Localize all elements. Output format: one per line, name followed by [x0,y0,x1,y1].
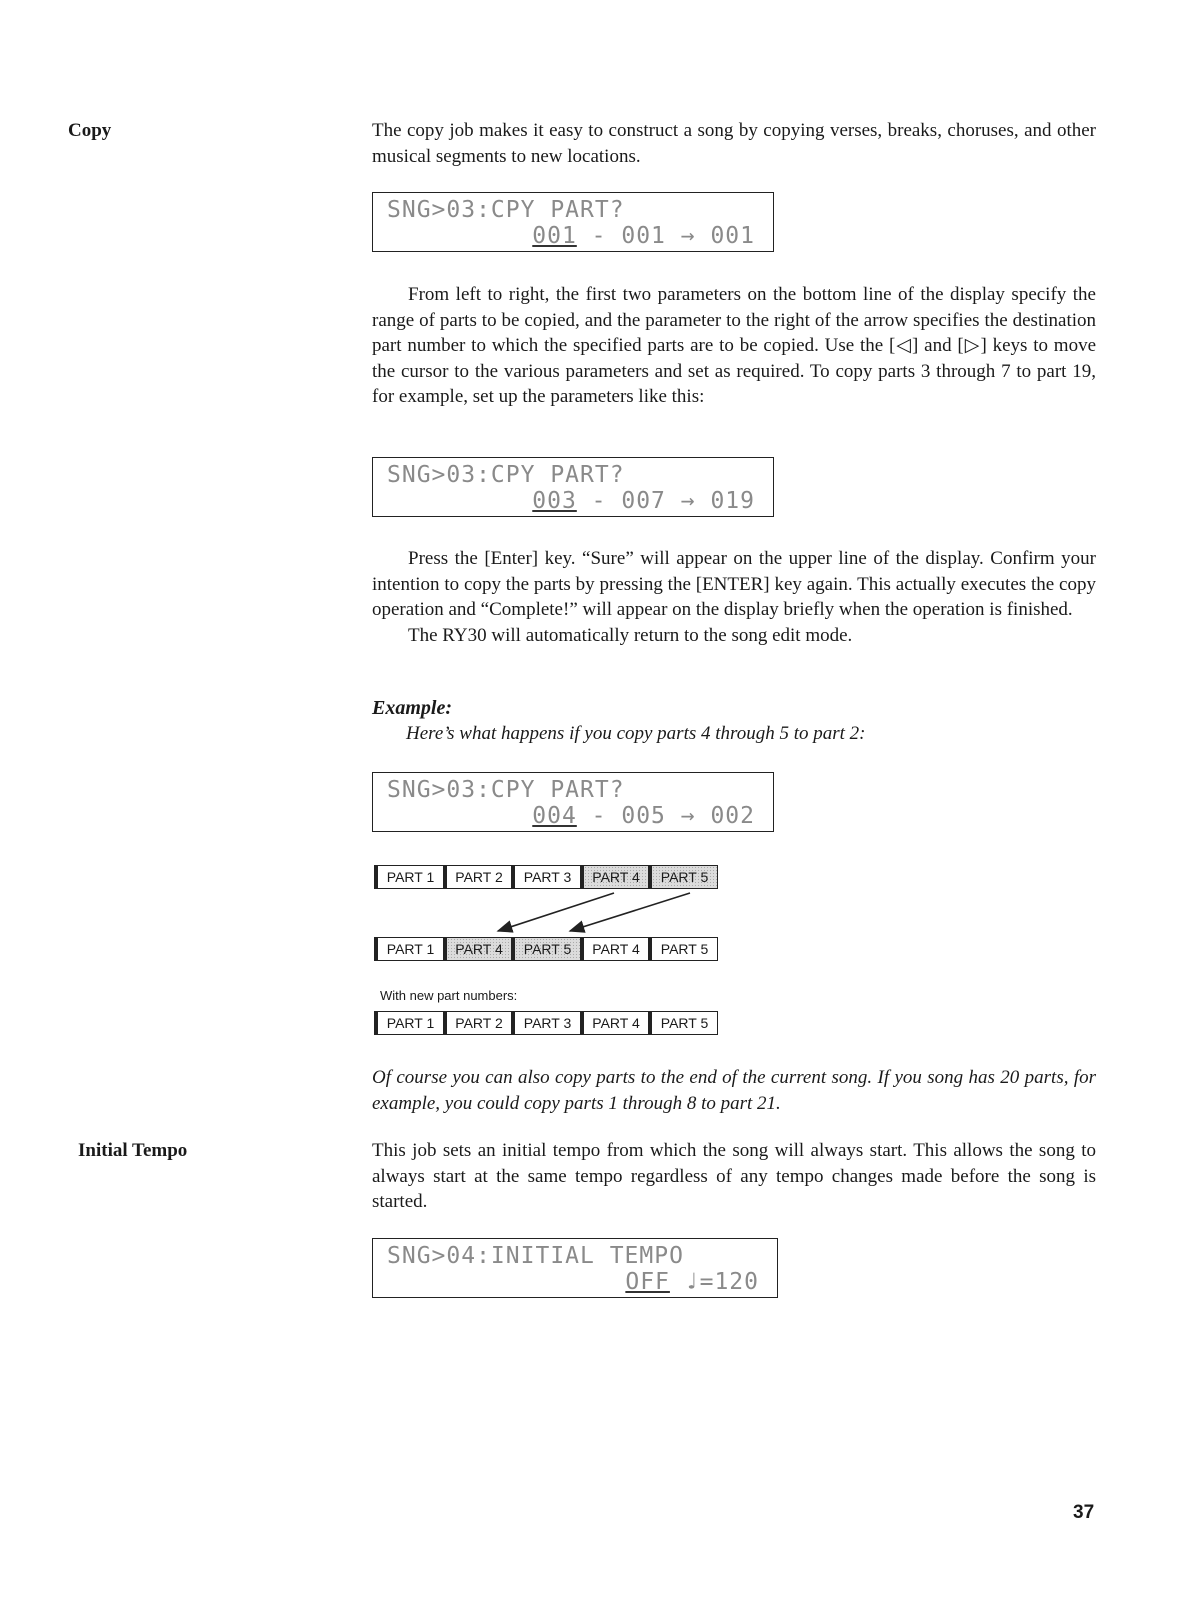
part-box-shaded: PART 5 [511,937,581,961]
part-box-shaded: PART 5 [648,865,718,889]
lcd-tempo-value: OFF [625,1269,670,1295]
lcd2-arrow: → [665,488,711,514]
lcd1-from: 001 [532,223,577,249]
lcd1-dash: - [576,223,622,249]
lcd3-line1: SNG>03:CPY PART? [387,777,625,803]
lcd2-from: 003 [532,488,577,514]
lcd2-dest: 019 [710,488,755,514]
lcd-display-3 [372,772,774,832]
copy-heading: Copy [68,120,112,141]
parts-row-original [374,865,717,889]
arrow-part4-to-part2 [498,893,614,931]
part-box: PART 2 [443,1011,513,1035]
part-box: PART 5 [648,937,718,961]
lcd3-dest: 002 [710,803,755,829]
part-box: PART 1 [374,937,444,961]
part-box: PART 3 [511,1011,581,1035]
part-box: PART 1 [374,865,444,889]
copy-arrows-diagram [374,889,734,935]
lcd3-arrow: → [665,803,711,829]
copy-intro-text: The copy job makes it easy to construct a song by copying verses, breaks, choruses, and other musical segments to new locations. [372,120,1096,167]
part-box: PART 1 [374,1011,444,1035]
renumber-caption: With new part numbers: [380,988,518,1003]
copy-para1 [372,282,1096,410]
part-box: PART 3 [511,865,581,889]
lcd-tempo-line2 [625,1269,759,1295]
lcd1-line1: SNG>03:CPY PART? [387,197,625,223]
lcd1-arrow: → [665,223,711,249]
example-subtitle: Here’s what happens if you copy parts 4 through 5 to part 2: [406,723,866,744]
parts-row-copied [374,937,717,961]
copy-end-note: Of course you can also copy parts to the end of the current song. If you song has 20 parts, for example, you could copy parts 1 through 8 to part 21. [372,1067,1096,1114]
arrow-part5-to-part3 [570,893,690,931]
lcd-display-tempo [372,1238,778,1298]
lcd3-line2 [532,803,755,829]
part-box-shaded: PART 4 [443,937,513,961]
lcd1-line2 [532,223,755,249]
part-box-shaded: PART 4 [580,865,650,889]
part-box: PART 2 [443,865,513,889]
lcd3-dash: - [576,803,622,829]
lcd-tempo-line1: SNG>04:INITIAL TEMPO [387,1243,684,1269]
part-box: PART 5 [648,1011,718,1035]
parts-row-renumbered [374,1011,717,1035]
example-title: Example: [372,697,452,719]
part-box: PART 4 [580,937,650,961]
tempo-para-text: This job sets an initial tempo from which the song will always start. This allows the song to always start at the same tempo regardless of any tempo changes made before the song is started. [372,1140,1096,1212]
lcd-tempo-bpm: ♩=120 [669,1269,759,1295]
tempo-para [372,1138,1096,1215]
lcd2-dash: - [576,488,622,514]
copy-para2-text: Press the [Enter] key. “Sure” will appear on the upper line of the display. Confirm your intention to copy the parts by pressing the [ENTER] key again. This actually executes the copy operation and “Complete!” will appear on the display briefly when the operation is finished. [372,548,1096,620]
lcd-display-1 [372,192,774,252]
lcd-display-2 [372,457,774,517]
lcd1-dest: 001 [710,223,755,249]
lcd3-to: 005 [621,803,666,829]
copy-intro [372,118,1096,169]
lcd2-to: 007 [621,488,666,514]
copy-para2 [372,546,1096,648]
part-box: PART 4 [580,1011,650,1035]
copy-para1-text: From left to right, the first two parameters on the bottom line of the display specify the range of parts to be copied, and the parameter to the right of the arrow specifies the destination part number to which the specified parts are to be copied. Use the [◁] and [▷] keys to move the cursor to the various parameters and set as required. To copy parts 3 through 7 to part 19, for example, set up the parameters like this: [372,284,1096,407]
copy-para3-text: The RY30 will automatically return to the song edit mode. [408,624,853,646]
lcd1-to: 001 [621,223,666,249]
initial-tempo-heading: Initial Tempo [78,1140,188,1161]
lcd2-line2 [532,488,755,514]
page-number: 37 [1073,1502,1095,1523]
lcd2-line1: SNG>03:CPY PART? [387,462,625,488]
lcd3-from: 004 [532,803,577,829]
